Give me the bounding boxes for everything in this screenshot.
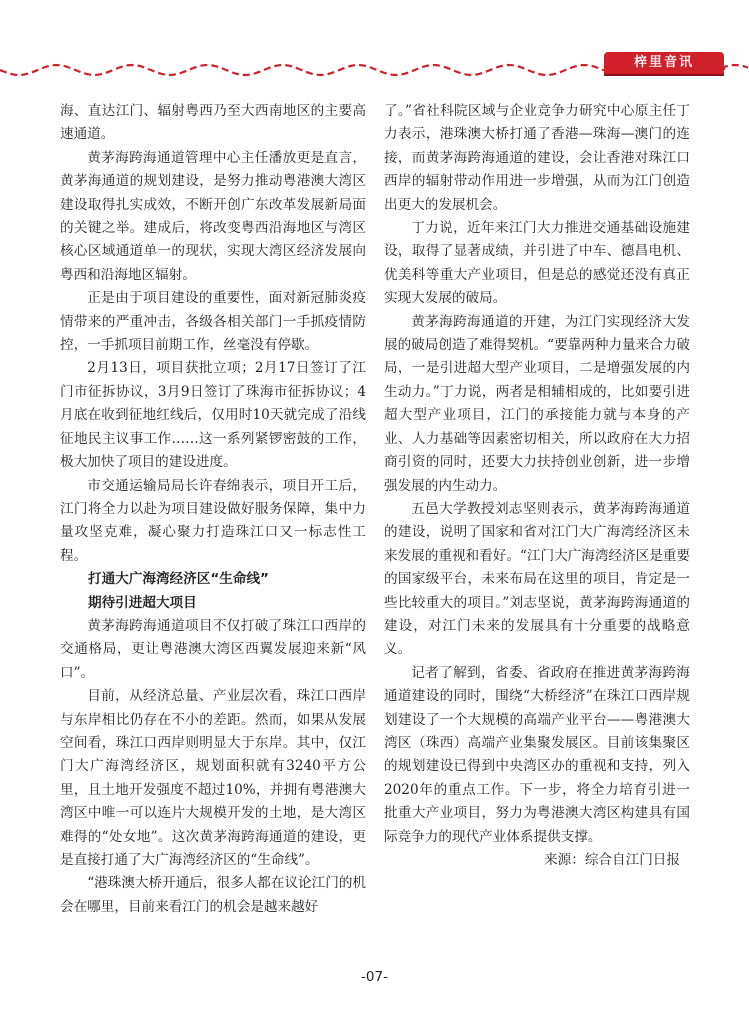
paragraph: 海、直达江门、辐射粤西乃至大西南地区的主要高速通道。 [60,103,366,143]
paragraph: 目前，从经济总量、产业层次看，珠江口西岸与东岸相比仍存在不小的差距。然而，如果从发展空间看，珠江口西岸则明显大于东岸。其中，仅江门大广海湾经济区，规划面积就有3240平方公里，且土地开发强度不超过10%，并拥有粤港澳大湾区中唯一可以连片大规模开发的土地，是大湾区难得的“处女地”。这次黄茅海跨海通道的建设，更是直接打通了大广海湾经济区的“生命线”。 [60,688,366,868]
paragraph: 2月13日，项目获批立项；2月17日签订了江门市征拆协议，3月9日签订了珠海市征拆协议；4月底在收到征地红线后，仅用时10天就完成了沿线征地民主议事工作……这一系列紧锣密鼓的工作，极大加快了项目的建设进度。 [60,360,366,471]
left-column [60,100,366,919]
paragraph: 记者了解到，省委、省政府在推进黄茅海跨海通道建设的同时，围绕“大桥经济”在珠江口西岸规划建设了一个大规模的高端产业平台——粤港澳大湾区（珠西）高端产业集聚发展区。目前该集聚区的规划建设已得到中央湾区办的重视和支持，列入2020年的重点工作。下一步，将全力培育引进一批重大产业项目，努力为粤港澳大湾区构建具有国际竞争力的现代产业体系提供支撑。 [384,664,690,845]
paragraph: 黄茅海跨海通道管理中心主任潘放更是直言，黄茅海通道的规划建设，是努力推动粤港澳大湾区建设取得扎实成效，不断开创广东改革发展新局面的关键之举。建成后，将改变粤西沿海地区与湾区核心区域通道单一的现状，实现大湾区经济发展向粤西和沿海地区辐射。 [60,149,366,283]
source-attribution: 来源：综合自江门日报 [544,852,680,868]
paragraph: “港珠澳大桥开通后，很多人都在议论江门的机会在哪里，目前来看江门的机会是越来越好 [60,875,367,915]
paragraph: 五邑大学教授刘志坚则表示，黄茅海跨海通道的建设，说明了国家和省对江门大广海湾经济区未来发展的重视和看好。“江门大广海湾经济区是重要的国家级平台，未来布局在这里的项目，肯定是一些比较重大的项目。”刘志坚说，黄茅海跨海通道的建设，对江门未来的发展具有十分重要的战略意义。 [384,500,691,658]
section-tab-label: 梓里音讯 [633,55,694,70]
paragraph: 了。”省社科院区域与企业竞争力研究中心原主任丁力表示，港珠澳大桥打通了香港—珠海—澳门的连接，而黄茅海跨海通道的建设，会让香港对珠江口西岸的辐射带动作用进一步增强，从而为江门创造出更大的发展机会。 [384,103,690,213]
section-tab [604,52,724,74]
paragraph: 黄茅海跨海通道的开建，为江门实现经济大发展的破局创造了难得契机。“要靠两种力量来合力破局，一是引进超大型产业项目，二是增强发展的内生动力。”丁力说，两者是相辅相成的，比如要引进超大型产业项目，江门的承接能力就与本身的产业、人力基础等因素密切相关，所以政府在大力招商引资的同时，还要大力扶持创业创新，进一步增强发展的内生动力。 [384,313,691,494]
paragraph: 正是由于项目建设的重要性，面对新冠肺炎疫情带来的严重冲击，各级各相关部门一手抓疫情防控，一手抓项目前期工作，丝毫没有停歇。 [60,290,366,354]
subheading-line-1: 打通大广海湾经济区“生命线” [88,571,269,588]
paragraph: 市交通运输局局长许春绵表示，项目开工后，江门将全力以赴为项目建设做好服务保障，集中力量攻坚克难，凝心聚力打造珠江口又一标志性工程。 [60,477,366,564]
subheading-line-2: 期待引进超大项目 [88,594,197,611]
paragraph: 丁力说，近年来江门大力推进交通基础设施建设，取得了显著成绩，并引进了中车、德昌电机、优美科等重大产业项目，但是总的感觉还没有真正实现大发展的破局。 [384,220,690,307]
page-number: -07- [361,969,388,985]
right-column [384,100,690,872]
paragraph: 黄茅海跨海通道项目不仅打破了珠江口西岸的交通格局，更让粤港澳大湾区西翼发展迎来新“风口”。 [60,617,366,681]
